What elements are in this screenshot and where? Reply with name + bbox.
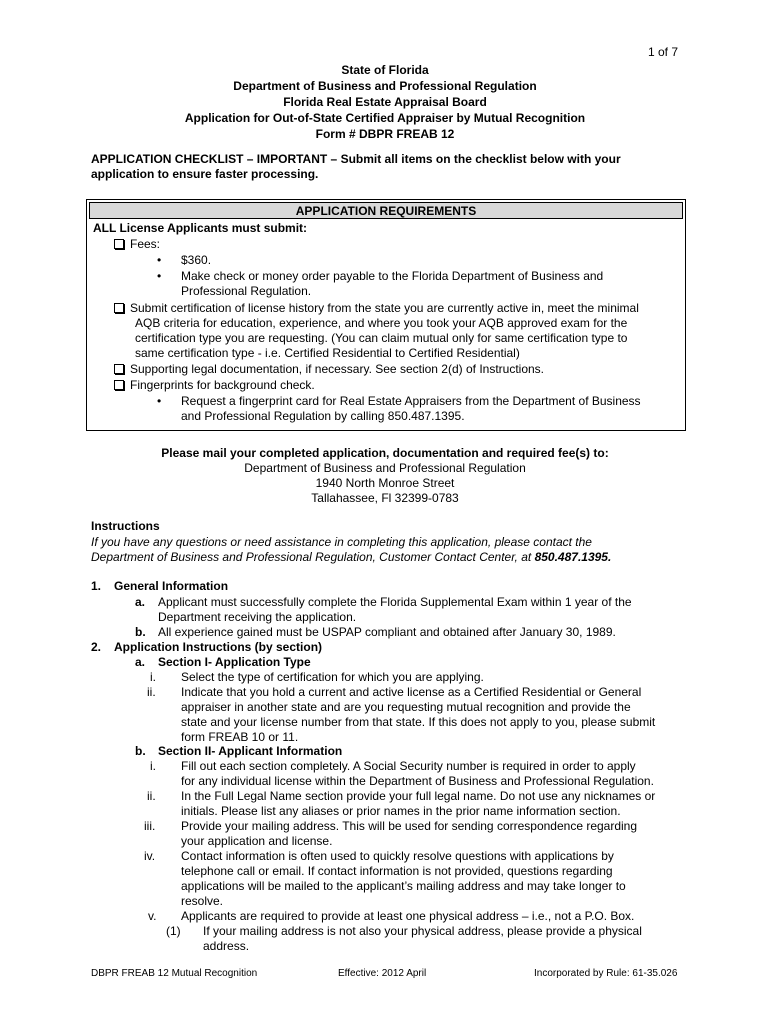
item-2b-iv-line-2: telephone call or email. If contact information is not provided, questions regarding	[181, 864, 613, 878]
mail-line-1: Department of Business and Professional Regulation	[244, 461, 526, 475]
item-2a-ii-line-1: Indicate that you hold a current and active license as a Certified Residential or General	[181, 685, 642, 699]
document-header	[0, 62, 770, 142]
header-department: Department of Business and Professional Regulation	[233, 79, 537, 93]
req-certification	[114, 301, 639, 316]
checkbox-icon[interactable]	[114, 364, 124, 374]
item-2a-i-label: i.	[150, 670, 156, 684]
checklist-note	[91, 152, 671, 182]
header-application-title: Application for Out-of-State Certified Appraiser by Mutual Recognition	[184, 111, 586, 125]
checkbox-icon[interactable]	[114, 303, 124, 313]
item-2b-iv-line-1: Contact information is often used to quickly resolve questions with applications by	[181, 849, 614, 863]
req-fingerprints-label: Fingerprints for background check.	[130, 378, 315, 392]
instructions-line-2-text: Department of Business and Professional Regulation, Customer Contact Center, at	[91, 550, 535, 564]
item-2b-iv-label: iv.	[144, 849, 156, 863]
item-2a-ii-line-4: form FREAB 10 or 11.	[181, 730, 299, 744]
header-board: Florida Real Estate Appraisal Board	[283, 95, 487, 109]
item-2b-iii-line-1: Provide your mailing address. This will be used for sending correspondence regarding	[181, 819, 638, 833]
req-fee-amount: $360.	[181, 253, 212, 267]
section-1-title: General Information	[114, 579, 229, 593]
contact-phone: 850.487.1395.	[534, 550, 612, 564]
item-2b-i-line-1: Fill out each section completely. A Social Security number is required in order to apply	[181, 759, 636, 773]
instructions-line-1: If you have any questions or need assistance in completing this application, please contact the	[91, 535, 592, 549]
mail-line-2: 1940 North Monroe Street	[315, 476, 455, 490]
header-state: State of Florida	[341, 63, 429, 77]
item-2a-i: Select the type of certification for which you are applying.	[181, 670, 484, 684]
item-2a-ii-line-3: state and your license number from that state. If this does not apply to you, please submit	[181, 715, 656, 729]
section-2b-title: Section II- Applicant Information	[158, 744, 343, 758]
section-1-number: 1.	[91, 579, 102, 593]
checklist-line-1: APPLICATION CHECKLIST – IMPORTANT – Submit all items on the checklist below with your	[91, 152, 621, 166]
bullet-icon: •	[157, 253, 162, 267]
footer-rule: Incorporated by Rule: 61-35.026	[534, 968, 678, 979]
item-2b-v: Applicants are required to provide at least one physical address – i.e., not a P.O. Box.	[181, 909, 635, 923]
instructions-title: Instructions	[91, 519, 160, 533]
item-2b-v-1-line-1: If your mailing address is not also your physical address, please provide a physical	[203, 924, 642, 938]
item-2a-ii-line-2: appraiser in another state and are you requesting mutual recognition and provide the	[181, 700, 631, 714]
req-fees	[114, 237, 160, 252]
section-1b-line-1: All experience gained must be USPAP compliant and obtained after January 30, 1989.	[158, 625, 616, 639]
req-cert-line-4: same certification type - i.e. Certified Residential to Certified Residential)	[135, 346, 520, 360]
item-2b-i-label: i.	[150, 759, 156, 773]
page-number: 1 of 7	[647, 45, 678, 59]
section-1a-line-2: Department receiving the application.	[158, 610, 357, 624]
section-2a-label: a.	[135, 655, 146, 669]
section-2a-title: Section I- Application Type	[158, 655, 311, 669]
req-cert-line-2: AQB criteria for education, experience, and where you took your AQB approved exam for the	[135, 316, 628, 330]
instructions-line-2	[91, 550, 691, 565]
header-form-number: Form # DBPR FREAB 12	[315, 127, 455, 141]
req-fingerprints	[114, 378, 315, 393]
section-2b-label: b.	[135, 744, 146, 758]
bullet-icon: •	[157, 269, 162, 283]
item-2b-v-1-label: (1)	[166, 924, 181, 938]
checkbox-icon[interactable]	[114, 239, 124, 249]
req-fee-payable-1: Make check or money order payable to the Florida Department of Business and	[181, 269, 604, 283]
req-legal-docs	[114, 362, 544, 377]
requirements-all-label: ALL License Applicants must submit:	[93, 221, 308, 235]
item-2b-ii-line-1: In the Full Legal Name section provide your full legal name. Do not use any nicknames or	[181, 789, 656, 803]
section-1a-line-1: Applicant must successfully complete the Florida Supplemental Exam within 1 year of the	[158, 595, 632, 609]
footer-effective-date: Effective: 2012 April	[338, 968, 427, 979]
item-2a-ii-label: ii.	[147, 685, 156, 699]
req-cert-line-3: certification type you are requesting. (You can claim mutual only for same certification type to	[135, 331, 628, 345]
requirements-title: APPLICATION REQUIREMENTS	[89, 202, 683, 219]
req-cert-line-1: Submit certification of license history from the state you are currently active in, meet the minimal	[130, 301, 639, 315]
requirements-box	[86, 199, 686, 431]
item-2b-iii-label: iii.	[144, 819, 156, 833]
req-fees-label: Fees:	[130, 237, 161, 251]
instructions-text	[91, 535, 691, 565]
section-2-title: Application Instructions (by section)	[114, 640, 323, 654]
bullet-icon: •	[157, 394, 162, 408]
item-2b-v-label: v.	[148, 909, 157, 923]
req-legal-label: Supporting legal documentation, if necessary. See section 2(d) of Instructions.	[130, 362, 545, 376]
item-2b-i-line-2: for any individual license within the Department of Business and Professional Regulation.	[181, 774, 654, 788]
item-2b-ii-line-2: initials. Please list any aliases or prior names in the prior name information section.	[181, 804, 621, 818]
section-1b-label: b.	[135, 625, 146, 639]
footer-form-id: DBPR FREAB 12 Mutual Recognition	[91, 968, 258, 979]
item-2b-v-1-line-2: address.	[203, 939, 250, 953]
req-fp-line-2: and Professional Regulation by calling 850.487.1395.	[181, 409, 465, 423]
req-fp-line-1: Request a fingerprint card for Real Estate Appraisers from the Department of Business	[181, 394, 641, 408]
section-1a-label: a.	[135, 595, 146, 609]
mail-line-3: Tallahassee, Fl 32399-0783	[311, 491, 459, 505]
item-2b-ii-label: ii.	[147, 789, 156, 803]
checkbox-icon[interactable]	[114, 380, 124, 390]
req-fee-payable-2: Professional Regulation.	[181, 284, 312, 298]
checklist-line-2: application to ensure faster processing.	[91, 167, 319, 181]
item-2b-iii-line-2: your application and license.	[181, 834, 333, 848]
item-2b-iv-line-3: applications will be mailed to the applicant’s mailing address and may take longer to	[181, 879, 626, 893]
mailing-address-block	[0, 446, 770, 506]
mail-title: Please mail your completed application, documentation and required fee(s) to:	[161, 446, 609, 460]
item-2b-iv-line-4: resolve.	[181, 894, 224, 908]
section-2-number: 2.	[91, 640, 102, 654]
